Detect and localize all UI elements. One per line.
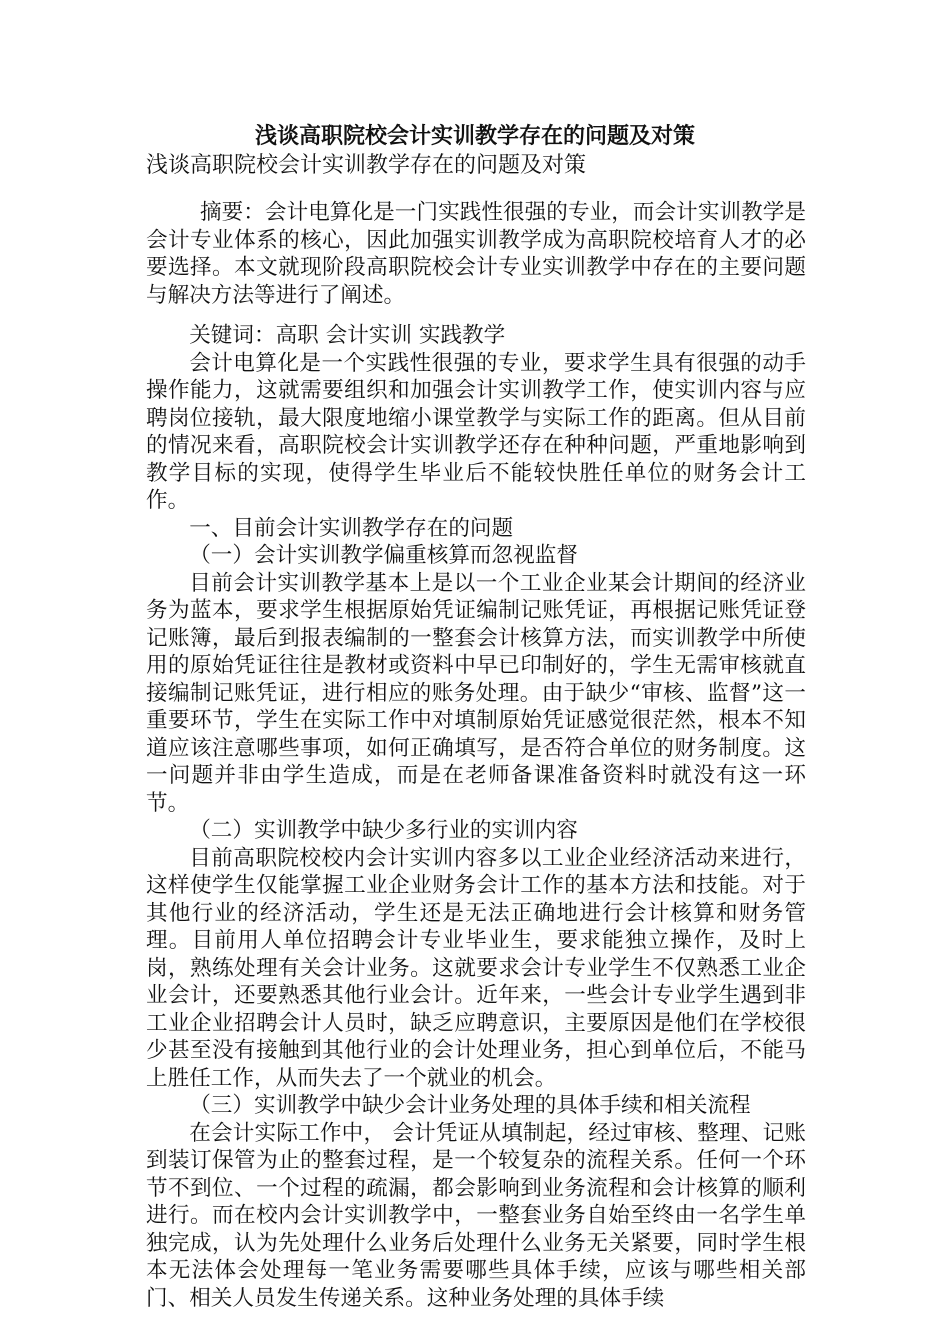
section-heading-1: 一、目前会计实训教学存在的问题 — [189, 515, 514, 541]
subsection-heading-1: （一）会计实训教学偏重核算而忽视监督 — [189, 543, 578, 568]
document-title: 浅谈高职院校会计实训教学存在的问题及对策 — [254, 123, 695, 149]
abstract-paragraph: 摘要：会计电算化是一门实践性很强的专业，而会计实训教学是会计专业体系的核心，因此加强实训教学成为高职院校培育人才的必要选择。本文就现阶段高职院校会计专业实训教学中存在的主要问题与解决方法等进行了阐述。 — [146, 200, 806, 308]
body-paragraph: 目前高职院校校内会计实训内容多以工业企业经济活动来进行，这样使学生仅能掌握工业企业财务会计工作的基本方法和技能。对于其他行业的经济活动，学生还是无法正确地进行会计核算和财务管理。目前用人单位招聘会计专业毕业生，要求能独立操作，及时上岗，熟练处理有关会计业务。这就要求会计专业学生不仅熟悉工业企业会计，还要熟悉其他行业会计。近年来，一些会计专业学生遇到非工业企业招聘会计人员时，缺乏应聘意识，主要原因是他们在学校很少甚至没有接触到其他行业的会计处理业务，担心到单位后，不能马上胜任工作，从而失去了一个就业的机会。 — [146, 845, 806, 1091]
intro-paragraph: 会计电算化是一个实践性很强的专业，要求学生具有很强的动手操作能力，这就需要组织和加强会计实训教学工作，使实训内容与应聘岗位接轨，最大限度地缩小课堂教学与实际工作的距离。但从目前的情况来看，高职院校会计实训教学还存在种种问题，严重地影响到教学目标的实现，使得学生毕业后不能较快胜任单位的财务会计工作。 — [146, 350, 806, 513]
body-paragraph: 在会计实际工作中， 会计凭证从填制起，经过审核、整理、记账到装订保管为止的整套过程，是一个较复杂的流程关系。任何一个环节不到位、一个过程的疏漏，都会影响到业务流程和会计核算的顺利进行。而在校内会计实训教学中，一整套业务自始至终由一名学生单独完成，认为先处理什么业务后处理什么业务无关紧要，同时学生根本无法体会处理每一笔业务需要哪些具体手续，应该与哪些相关部门、相关人员发生传递关系。这种业务处理的具体手续 — [146, 1120, 806, 1311]
keywords-line: 关键词：高职 会计实训 实践教学 — [189, 323, 506, 348]
subsection-heading-2: （二）实训教学中缺少多行业的实训内容 — [189, 818, 578, 843]
document-subtitle: 浅谈高职院校会计实训教学存在的问题及对策 — [146, 153, 587, 178]
subsection-heading-3: （三）实训教学中缺少会计业务处理的具体手续和相关流程 — [189, 1093, 751, 1118]
body-section — [146, 322, 806, 1312]
abstract-section — [146, 199, 806, 309]
body-paragraph: 目前会计实训教学基本上是以一个工业企业某会计期间的经济业务为蓝本，要求学生根据原始凭证编制记账凭证，再根据记账凭证登记账簿，最后到报表编制的一整套会计核算方法，而实训教学中所使用的原始凭证往往是教材或资料中早已印制好的，学生无需审核就直接编制记账凭证，进行相应的账务处理。由于缺少“审核、监督”这一重要环节，学生在实际工作中对填制原始凭证感觉很茫然，根本不知道应该注意哪些事项，如何正确填写，是否符合单位的财务制度。这一问题并非由学生造成，而是在老师备课准备资料时就没有这一环节。 — [146, 570, 806, 816]
